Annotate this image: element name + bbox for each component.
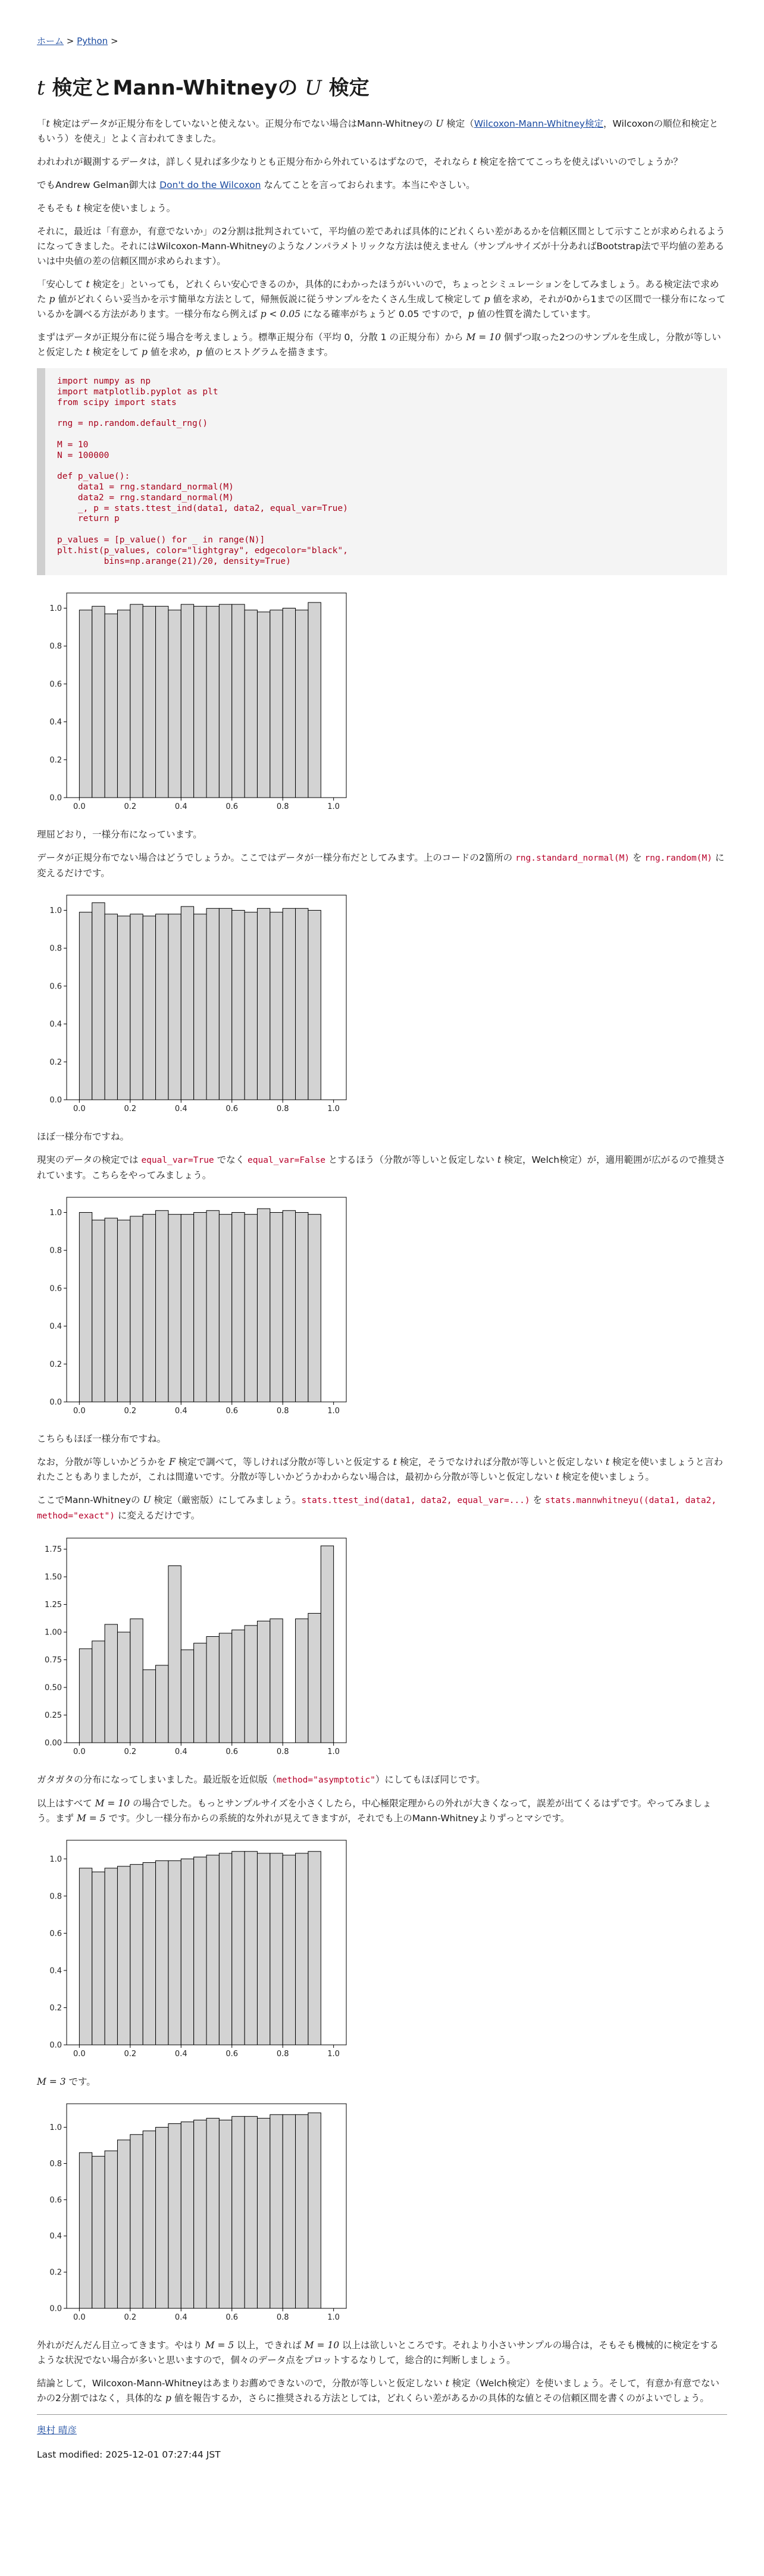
histogram-bar <box>181 604 193 798</box>
histogram-bar <box>181 1650 193 1743</box>
histogram-bar <box>117 1220 130 1402</box>
histogram-bar <box>283 608 295 798</box>
x-tick-label: 0.2 <box>124 802 137 812</box>
paragraph-f-test: なお，分散が等しいかどうかを F 検定で調べて，等しければ分散が等しいと仮定する t 検定，そうでなければ分散が等しいと仮定しない t 検定を使いましょうと言われたこともありましたが，これは間違いです。分散が等しいかどうかわからない場合は，最初から分散が等しいと仮定しない t 検定を使いましょう。 <box>37 1457 724 1483</box>
y-tick-label: 1.0 <box>49 906 62 916</box>
y-tick-label: 0.4 <box>49 1020 62 1030</box>
paragraph-welch: 現実のデータの検定では equal_var=True でなく equal_var=False とするほう（分散が等しいと仮定しない t 検定，Welch検定）が，適用範囲が広がるので推奨されています。こちらをやってみましょう。 <box>37 1154 726 1181</box>
histogram-bar <box>181 906 193 1100</box>
histogram-bar <box>296 1213 308 1402</box>
histogram-bar <box>219 604 231 798</box>
x-tick-label: 1.0 <box>327 802 340 812</box>
x-tick-label: 0.8 <box>276 1407 289 1416</box>
histogram-bar <box>245 1626 257 1743</box>
x-tick-label: 0.4 <box>174 1105 187 1114</box>
y-tick-label: 0.6 <box>49 1929 62 1939</box>
histogram-bar <box>270 912 283 1100</box>
y-tick-label: 1.0 <box>49 2123 62 2133</box>
histogram-bar <box>206 607 219 798</box>
x-tick-label: 0.6 <box>226 1105 239 1114</box>
histogram-bar <box>143 1215 155 1402</box>
paragraph-simulation: 「安心して t 検定を」といっても，どれくらい安心できるのか，具体的にわかったほうがいいので，ちょっとシミュレーションをしてみましょう。ある検定法で求めた p 値がどれくらい妥当かを示す簡単な方法として，帰無仮説に従うサンプルをたくさん生成して検定して p 値を求め，それが0から1までの区間で一様分布になっているかを調べる方法があります。一様分布なら例えば p < 0.05 になる確率がちょうど 0.05 ですので，p 値の性質を満たしています。 <box>37 279 726 319</box>
title-text: 検定とMann-Whitneyの <box>45 76 305 100</box>
y-tick-label: 0.8 <box>49 1247 62 1256</box>
paragraph-m5: 以上はすべて M = 10 の場合でした。もっとサンプルサイズを小さくしたら，中心極限定理からの外れが大きくなって，誤差が出てくるはずです。やってみましょう。まず M = 5 です。少し一様分布からの系統的な外れが見えてきますが，それでも上のMann-Whitneyよりずっとマシです。 <box>37 1798 712 1824</box>
y-tick-label: 0.6 <box>49 1284 62 1294</box>
histogram-bar <box>130 2135 143 2308</box>
histogram-bar <box>117 2140 130 2308</box>
x-tick-label: 0.6 <box>226 1407 239 1416</box>
histogram-bar <box>232 604 245 798</box>
histogram-bar <box>92 1872 105 2045</box>
y-tick-label: 0.2 <box>49 756 62 765</box>
histogram-bar <box>156 1861 168 2045</box>
histogram-bar <box>168 610 181 798</box>
x-tick-label: 0.8 <box>276 1105 289 1114</box>
histogram-bar <box>168 1861 181 2045</box>
title-t-symbol: t <box>37 76 45 100</box>
histogram-bar <box>143 1863 155 2045</box>
histogram-bar <box>156 1665 168 1743</box>
histogram-bar <box>181 1859 193 2045</box>
x-tick-label: 0.4 <box>174 2050 187 2059</box>
y-tick-label: 0.4 <box>49 1322 62 1332</box>
histogram-bar <box>245 1215 257 1402</box>
histogram-bar <box>245 912 257 1100</box>
x-tick-label: 1.0 <box>327 2050 340 2059</box>
histogram-bar <box>130 1865 143 2045</box>
histogram-bar <box>130 914 143 1100</box>
histogram-bar <box>232 1852 245 2045</box>
author-link[interactable]: 奥村 晴彦 <box>37 2425 77 2436</box>
x-tick-label: 0.0 <box>73 802 86 812</box>
histogram-bar <box>168 2124 181 2309</box>
paragraph-jagged: ガタガタの分布になってしまいました。最近版を近似版（method="asymptotic"）にしてもほぼ同じです。 <box>37 1774 486 1786</box>
histogram-bar <box>308 2113 321 2309</box>
code-block: import numpy as np import matplotlib.pyplot as plt from scipy import stats rng = np.random.default_rng() M = 10 N = 100000 def p_value(): data1 = rng.standard_normal(M) data2 = rng.standard_normal(M) _, p = stats.ttest_ind(data1, data2, equal_var=True) return p p_values = [p_value() for _ in range(N)] plt.hist(p_values, color="lightgray", edgecolor="black", bins=np.arange(21)/20, density=True) <box>37 368 727 575</box>
x-tick-label: 0.8 <box>276 2313 289 2323</box>
histogram-bar <box>245 610 257 798</box>
histogram-bar <box>79 1868 92 2045</box>
title-u-symbol: U <box>305 76 322 100</box>
y-tick-label: 0.0 <box>49 1398 62 1407</box>
histogram-bar <box>117 916 130 1100</box>
histogram-bar <box>308 603 321 798</box>
y-tick-label: 0.4 <box>49 1966 62 1976</box>
histogram-bar <box>232 1630 245 1743</box>
y-tick-label: 0.0 <box>49 793 62 803</box>
y-tick-label: 1.25 <box>45 1601 62 1610</box>
histogram-bar <box>283 1855 295 2045</box>
histogram-bar <box>206 1855 219 2045</box>
histogram-bar <box>245 2117 257 2309</box>
x-tick-label: 0.2 <box>124 1407 137 1416</box>
histogram-bar <box>105 1868 117 2045</box>
histogram-bar <box>130 604 143 798</box>
histogram-bar <box>219 1633 231 1743</box>
x-tick-label: 0.0 <box>73 2050 86 2059</box>
footer-divider <box>37 2414 727 2415</box>
histogram-chart-1 <box>37 587 352 813</box>
y-tick-label: 0.0 <box>49 2304 62 2314</box>
y-tick-label: 0.2 <box>49 2004 62 2013</box>
histogram-bar <box>206 1637 219 1743</box>
histogram-bar <box>105 1624 117 1743</box>
x-tick-label: 0.0 <box>73 1747 86 1757</box>
x-tick-label: 1.0 <box>327 1105 340 1114</box>
wilcoxon-link[interactable]: Wilcoxon-Mann-Whitney検定 <box>474 118 603 129</box>
histogram-bar <box>92 607 105 798</box>
x-tick-label: 1.0 <box>327 1747 340 1757</box>
histogram-bar <box>194 1213 206 1402</box>
y-tick-label: 1.0 <box>49 604 62 614</box>
last-modified: Last modified: 2025-12-01 07:27:44 JST <box>37 2449 221 2461</box>
histogram-bar <box>92 2157 105 2309</box>
histogram-bar <box>117 610 130 798</box>
histogram-bar <box>206 909 219 1100</box>
y-tick-label: 0.4 <box>49 718 62 727</box>
histogram-bar <box>156 2128 168 2308</box>
y-tick-label: 1.75 <box>45 1545 62 1555</box>
histogram-bar <box>194 607 206 798</box>
x-tick-label: 0.2 <box>124 2313 137 2323</box>
histogram-bar <box>283 1211 295 1402</box>
y-tick-label: 0.2 <box>49 1360 62 1370</box>
histogram-bar <box>79 610 92 798</box>
histogram-bar <box>270 1853 283 2045</box>
paragraph-uniform-result: 理屈どおり，一様分布になっています。 <box>37 829 202 840</box>
x-tick-label: 0.8 <box>276 802 289 812</box>
histogram-bar <box>143 2131 155 2308</box>
histogram-bar <box>232 911 245 1100</box>
x-tick-label: 0.0 <box>73 1105 86 1114</box>
histogram-bar <box>156 1211 168 1402</box>
histogram-bar <box>92 1220 105 1402</box>
histogram-bar <box>296 1619 308 1743</box>
article-page <box>37 34 727 2472</box>
y-tick-label: 0.75 <box>45 1656 62 1665</box>
histogram-bar <box>257 909 270 1100</box>
paragraph-m3: M = 3 です。 <box>37 2076 96 2088</box>
paragraph-sample-size: 外れがだんだん目立ってきます。やはり M = 5 以上，できれば M = 10 以上は欲しいところです。それより小さいサンプルの場合は，そもそも機械的に検定をするような状況でない場合が多いと思いますので，個々のデータ点をプロットするなりして，総合的に判断しましょう。 <box>37 2340 719 2366</box>
footer <box>37 2423 727 2462</box>
histogram-bar <box>206 2119 219 2309</box>
histogram-bar <box>156 607 168 798</box>
y-tick-label: 0.8 <box>49 642 62 652</box>
histogram-chart-6 <box>37 2098 352 2324</box>
y-tick-label: 0.8 <box>49 2160 62 2169</box>
y-tick-label: 0.00 <box>45 1739 62 1748</box>
histogram-bar <box>181 2122 193 2309</box>
y-tick-label: 0.0 <box>49 2041 62 2050</box>
x-tick-label: 0.4 <box>174 2313 187 2323</box>
histogram-bar <box>130 1216 143 1402</box>
histogram-bar <box>270 610 283 798</box>
histogram-bar <box>245 1852 257 2045</box>
x-tick-label: 0.4 <box>174 1747 187 1757</box>
y-tick-label: 0.0 <box>49 1096 62 1105</box>
histogram-bar <box>168 1566 181 1743</box>
histogram-chart-3 <box>37 1191 352 1417</box>
histogram-bar <box>92 1641 105 1743</box>
gelman-link[interactable]: Don't do the Wilcoxon <box>159 180 261 190</box>
histogram-bar <box>194 2120 206 2309</box>
paragraph-question: われわれが観測するデータは，詳しく見れば多少なりとも正規分布から外れているはずなので，それなら t 検定を捨ててこっちを使えばいいのでしょうか？ <box>37 156 682 167</box>
y-tick-label: 0.8 <box>49 1892 62 1902</box>
histogram-bar <box>232 2117 245 2309</box>
histogram-bar <box>194 1643 206 1743</box>
y-tick-label: 0.4 <box>49 2232 62 2242</box>
y-tick-label: 0.2 <box>49 2268 62 2277</box>
y-tick-label: 0.6 <box>49 680 62 689</box>
histogram-bar <box>308 911 321 1100</box>
histogram-bar <box>270 1213 283 1402</box>
histogram-bar <box>130 1619 143 1743</box>
histogram-bar <box>257 1853 270 2045</box>
x-tick-label: 0.6 <box>226 2313 239 2323</box>
breadcrumb-python-link[interactable]: Python <box>77 36 108 46</box>
paragraph-almost-uniform: ほぼ一様分布ですね。 <box>37 1131 130 1143</box>
histogram-bar <box>219 1853 231 2045</box>
paragraph-normal: まずはデータが正規分布に従う場合を考えましょう。標準正規分布（平均 0，分散 1 の正規分布）から M = 10 個ずつ取った2つのサンプルを生成し，分散が等しいと仮定した t 検定をして p 値を求め，p 値のヒストグラムを描きます。 <box>37 332 721 357</box>
histogram-bar <box>117 1632 130 1743</box>
x-tick-label: 0.0 <box>73 2313 86 2323</box>
y-tick-label: 0.6 <box>49 982 62 992</box>
histogram-chart-4 <box>37 1532 352 1758</box>
histogram-bar <box>194 1857 206 2045</box>
histogram-bar <box>105 2151 117 2308</box>
y-tick-label: 0.25 <box>45 1711 62 1721</box>
paragraph-clt: そもそも t 検定を使いましょう。 <box>37 203 176 214</box>
y-tick-label: 1.0 <box>49 1209 62 1218</box>
y-tick-label: 1.0 <box>49 1855 62 1865</box>
histogram-bar <box>270 1619 283 1743</box>
histogram-bar <box>117 1866 130 2045</box>
histogram-bar <box>270 2115 283 2309</box>
breadcrumb <box>37 34 727 48</box>
y-tick-label: 0.50 <box>45 1683 62 1693</box>
y-tick-label: 0.6 <box>49 2196 62 2205</box>
x-tick-label: 0.2 <box>124 1747 137 1757</box>
paragraph-welch-result: こちらもほぼ一様分布ですね。 <box>37 1433 167 1445</box>
histogram-bar <box>168 1215 181 1402</box>
histogram-bar <box>296 1853 308 2045</box>
histogram-bar <box>219 1215 231 1402</box>
x-tick-label: 0.2 <box>124 1105 137 1114</box>
page-title <box>37 75 727 101</box>
x-tick-label: 0.6 <box>226 2050 239 2059</box>
histogram-bar <box>156 914 168 1100</box>
histogram-bar <box>219 2120 231 2309</box>
x-tick-label: 0.2 <box>124 2050 137 2059</box>
paragraph-conclusion: 結論として，Wilcoxon-Mann-Whitneyはあまりお薦めできないので，分散が等しいと仮定しない t 検定（Welch検定）を使いましょう。そして，有意か有意でないかの2分割ではなく，具体的な p 値を報告するか，さらに推奨される方法としては，どれくらい差があるかの具体的な値とその信頼区間を書くのがよいでしょう。 <box>37 2378 720 2404</box>
histogram-bar <box>296 610 308 798</box>
title-text-end: 検定 <box>321 76 370 100</box>
x-tick-label: 0.4 <box>174 1407 187 1416</box>
histogram-bar <box>79 912 92 1100</box>
histogram-bar <box>308 1215 321 1402</box>
histogram-bar <box>308 1614 321 1743</box>
breadcrumb-separator: > <box>66 36 74 46</box>
histogram-bar <box>296 909 308 1100</box>
x-tick-label: 0.8 <box>276 1747 289 1757</box>
histogram-bar <box>105 1218 117 1402</box>
histogram-bar <box>194 914 206 1100</box>
paragraph-intro: 「t 検定はデータが正規分布をしていないと使えない。正規分布でない場合はMann-Whitneyの U 検定（Wilcoxon-Mann-Whitney検定，Wilcoxonの順位和検定ともいう）を使え」とよく言われてきました。 <box>37 118 719 144</box>
x-tick-label: 0.6 <box>226 1747 239 1757</box>
histogram-bar <box>257 1209 270 1402</box>
x-tick-label: 1.0 <box>327 1407 340 1416</box>
breadcrumb-home-link[interactable]: ホーム <box>37 36 64 46</box>
histogram-bar <box>181 1215 193 1402</box>
histogram-bar <box>105 614 117 798</box>
paragraph-ci: それに，最近は「有意か，有意でないか」の2分割は批判されていて，平均値の差であれば具体的にどれくらい差があるかを信頼区間として示すことが求められるようになってきました。それにはWilcoxon-Mann-Whitneyのようなノンパラメトリックな方法は使えません（サンプルサイズが十分あればBootstrap法で平均値の差あるいは中央値の差の信頼区間が求められます）。 <box>37 226 725 266</box>
histogram-bar <box>143 1670 155 1743</box>
x-tick-label: 0.8 <box>276 2050 289 2059</box>
histogram-bar <box>143 916 155 1100</box>
histogram-bar <box>257 2119 270 2309</box>
histogram-chart-2 <box>37 889 352 1115</box>
histogram-bar <box>257 1621 270 1743</box>
histogram-bar <box>79 1649 92 1743</box>
histogram-bar <box>206 1211 219 1402</box>
histogram-bar <box>283 909 295 1100</box>
histogram-bar <box>105 914 117 1100</box>
y-tick-label: 1.50 <box>45 1573 62 1582</box>
histogram-bar <box>79 1213 92 1402</box>
histogram-bar <box>219 909 231 1100</box>
histogram-bar <box>168 914 181 1100</box>
x-tick-label: 0.6 <box>226 802 239 812</box>
histogram-bar <box>232 1213 245 1402</box>
y-tick-label: 1.00 <box>45 1628 62 1637</box>
paragraph-mann-whitney: ここでMann-Whitneyの U 検定（厳密版）にしてみましょう。stats.ttest_ind(data1, data2, equal_var=...) を stats.mannwhitneyu((data1, data2, method="exact") に変えるだけです。 <box>37 1495 717 1521</box>
y-tick-label: 0.8 <box>49 945 62 954</box>
histogram-bar <box>283 2115 295 2309</box>
histogram-bar <box>321 1546 333 1743</box>
x-tick-label: 0.0 <box>73 1407 86 1416</box>
histogram-bar <box>92 903 105 1100</box>
histogram-bar <box>296 2115 308 2309</box>
histogram-bar <box>308 1852 321 2045</box>
histogram-bar <box>143 607 155 798</box>
paragraph-gelman: でもAndrew Gelman御大は Don't do the Wilcoxon なんてことを言っておられます。本当にやさしい。 <box>37 180 475 190</box>
histogram-bar <box>79 2153 92 2309</box>
histogram-bar <box>257 612 270 798</box>
breadcrumb-separator: > <box>110 36 118 46</box>
y-tick-label: 0.2 <box>49 1058 62 1068</box>
histogram-chart-5 <box>37 1834 352 2060</box>
x-tick-label: 0.4 <box>174 802 187 812</box>
x-tick-label: 1.0 <box>327 2313 340 2323</box>
paragraph-uniform-data: データが正規分布でない場合はどうでしょうか。ここではデータが一様分布だとしてみます。上のコードの2箇所の rng.standard_normal(M) を rng.random(M) に変えるだけです。 <box>37 852 725 879</box>
